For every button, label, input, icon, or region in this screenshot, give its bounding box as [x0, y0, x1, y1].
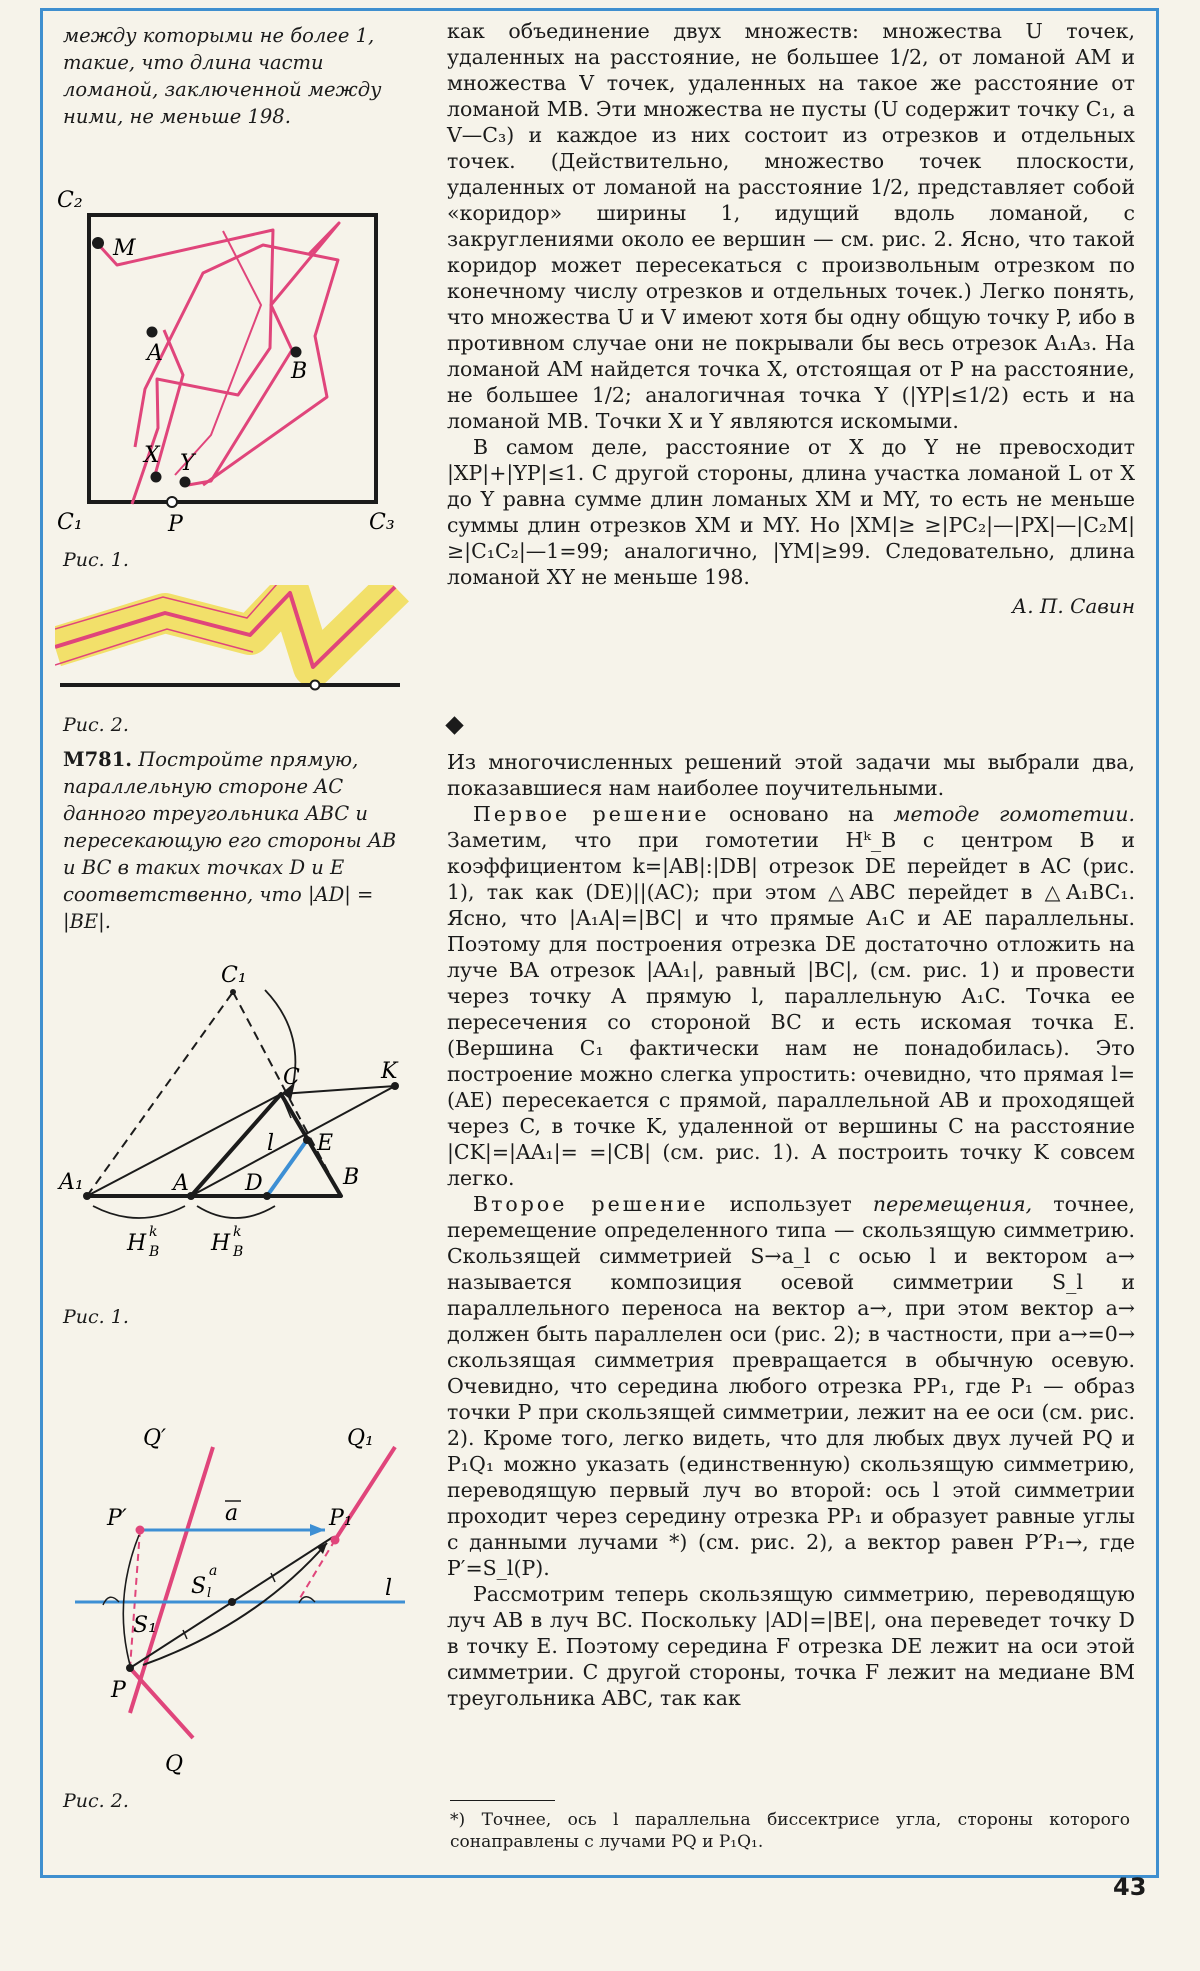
author-signature: А. П. Савин [1012, 594, 1135, 618]
fig4-label-l: l [385, 1576, 393, 1601]
right-para-6: Рассмотрим теперь скользящую симметрию, переводящую луч AB в луч BC. Поскольку |AD|=|BE|, она переведет точку D в точку E. Поэтому середина F отрезка DE лежит на оси этой симметрии. С другой стороны, точка F лежит на медиане BM треугольника ABC, так как [447, 1582, 1135, 1710]
fig4-label-s-sup: a [209, 1563, 218, 1579]
fig3-label-h1-sup: k [149, 1224, 158, 1240]
footnote: *) Точнее, ось l параллельна биссектрисе угла, стороны которого сонаправлены с лучами PQ и P₁Q₁. [450, 1810, 1130, 1852]
fig1-label-c3: C₃ [369, 510, 395, 535]
fig3-label-a1: A₁ [59, 1170, 84, 1195]
page-number: 43 [1113, 1873, 1147, 1901]
left-top-statement: между которыми не более 1, такие, что длина части ломаной, заключенной между ними, не меньше 198. [63, 24, 382, 128]
figure-corridor [55, 585, 410, 700]
fig4-label-q: Q [165, 1752, 184, 1775]
fig3-label-h1: H [127, 1231, 147, 1256]
right-para-3: Из многочисленных решений этой задачи мы выбрали два, показавшиеся нам наиболее поучительными. [447, 750, 1135, 800]
figure-square-polyline [55, 185, 410, 545]
fig3-label-h1-sub: B [149, 1244, 160, 1260]
fig3-label-a: A [173, 1171, 189, 1196]
fig3-label-e: E [317, 1131, 334, 1156]
fig3-label-h2-sub: B [233, 1244, 244, 1260]
problem-m781-block [63, 746, 408, 935]
right-column [447, 18, 1135, 618]
right-para-1: как объединение двух множеств: множества U точек, удаленных на расстояние, не большее 1/2, от ломаной AM и множества V точек, удаленных на такое же расстояние от ломаной MB. Эти множества не пусты (U содержит точку C₁, а V—C₃) и каждое из них состоит из отрезков и отдельных точек. (Действительно, множество точек плоскости, удаленных от ломаной на расстояние 1/2, представляет собой «коридор» ширины 1, идущий вдоль ломаной, с закруглениями около ее вершин — см. рис. 2. Ясно, что такой коридор может пересекаться с произвольным отрезком по конечному числу отрезков и отдельных точек.) Легко понять, что множества U и V имеют хотя бы одну общую точку P, ибо в противном случае они не покрывали бы весь отрезок A₁A₃. На ломаной AM найдется точка X, отстоящая от P на расстояние, не большее 1/2; аналогичная точка Y (|YP|≤1/2) есть и на ломаной MB. Точки X и Y являются искомыми. [447, 19, 1135, 433]
figure-glide-reflection [55, 1425, 415, 1775]
right-para-5-lead-line [447, 1191, 1135, 1581]
fig1-label-y: Y [180, 451, 195, 476]
fig1-label-b: B [291, 359, 308, 384]
right-para-2: В самом деле, расстояние от X до Y не превосходит |XP|+|YP|≤1. С другой стороны, длина участка ломаной L от X до Y равна сумме длин ломаных XM и MY, то есть не меньше суммы длин отрезков XM и MY. Но |XM|≥ ≥|PC₂|—|PX|—|C₂M|≥|C₁C₂|—1=99; аналогично, |YM|≥99. Следовательно, длина ломаной XY не меньше 198. [447, 435, 1135, 589]
second-solution-mid: использует [729, 1192, 852, 1216]
fig3-label-k: K [381, 1059, 398, 1084]
fig1-label-p: P [168, 512, 183, 537]
fig3-label-l: l [267, 1131, 275, 1156]
fig3-label-h2: H [211, 1231, 231, 1256]
fig2-caption: Рис. 2. [63, 714, 129, 736]
fig4-label-p-prime: P′ [107, 1506, 127, 1531]
fig1-caption: Рис. 1. [63, 549, 129, 571]
fig3-label-c: C [283, 1065, 300, 1090]
fig4-label-s1: S₁ [133, 1613, 157, 1638]
fig1-label-m: M [113, 236, 136, 261]
right-para-4-lead-line [447, 801, 1135, 1191]
fig3-caption: Рис. 1. [63, 1306, 129, 1328]
fig3-label-d: D [245, 1171, 263, 1196]
fig4-label-q1: Q₁ [347, 1426, 374, 1451]
fig3-label-b: B [343, 1165, 360, 1190]
right-para-4: Заметим, что при гомотетии Hᵏ_B с центром B и коэффициентом k=|AB|:|DB| отрезок DE перейдет в AC (рис. 1), так как (DE)||(AC); при этом △ABC перейдет в △A₁BC₁. Ясно, что |A₁A|=|BC| и что прямые A₁C и AE параллельны. Поэтому для построения отрезка DE достаточно отложить на луче BA отрезок |AA₁|, равный |BC|, (см. рис. 1) и провести через точку A прямую l, параллельную A₁C. Точка ее пересечения со стороной BC и есть искомая точка E. (Вершина C₁ фактически нам не понадобилась). Это построение можно слегка упростить: очевидно, что прямая l=(AE) пересекается с прямой, параллельной AB и проходящей через C, в точке K, удаленной от вершины C на расстояние |CK|=|AA₁|= =|CB| (см. рис. 1). А построить точку K совсем легко. [447, 828, 1135, 1190]
right-para-5: точнее, перемещение определенного типа — скользящую симметрию. Скользящей симметрией S→a_l с осью l и вектором a→ называется композиция осевой симметрии S_l и параллельного переноса на вектор a→, при этом вектор a→ должен быть параллелен оси (рис. 2); в частности, при a→=0→ скользящая симметрия превращается в обычную осевую. Очевидно, что середина любого отрезка PP₁, где P₁ — образ точки P при скользящей симметрии, лежит на ее оси (см. рис. 2). Кроме того, легко видеть, что для любых двух лучей PQ и P₁Q₁ можно указать (единственную) скользящую симметрию, переводящую первый луч во второй: ось l этой симметрии проходит через середину отрезка PP₁ и образует равные углы с данными лучами *) (см. рис. 2), а вектор равен P′P₁→, где P′=S_l(P). [447, 1192, 1135, 1580]
figure-triangle-homothety [55, 960, 415, 1260]
first-solution-lead: Первое решение [473, 802, 710, 826]
fig4-label-p: P [111, 1678, 126, 1703]
problem-text: Постройте прямую, параллельную стороне AC данного треугольника ABC и пересекающую его стороны AB и BC в таких точках D и E соответственно, что |AD| = |BE|. [63, 748, 397, 933]
fig1-label-c2: C₂ [57, 188, 83, 213]
fig4-label-p1: P₁ [329, 1506, 353, 1531]
fig4-caption: Рис. 2. [63, 1790, 129, 1812]
fig1-label-x: X [144, 443, 160, 468]
right-column-solutions [447, 749, 1135, 1711]
footnote-rule [450, 1800, 555, 1801]
fig4-label-q-prime: Q′ [143, 1426, 167, 1451]
fig3-label-h2-sup: k [233, 1224, 242, 1240]
problem-id: М781. [63, 748, 133, 771]
fig4-label-a-vector: a [225, 1501, 239, 1526]
first-solution-method: методе гомотетии. [893, 802, 1135, 826]
second-solution-lead: Второе решение [473, 1192, 709, 1216]
fig4-label-s-sub: l [207, 1586, 212, 1601]
first-solution-mid: основано на [729, 802, 874, 826]
second-solution-term: перемещения, [872, 1192, 1033, 1216]
fig4-label-s: S [191, 1574, 207, 1599]
fig1-label-c1: C₁ [57, 510, 83, 535]
left-top-statement-block [63, 22, 408, 130]
fig1-label-a: A [147, 341, 163, 366]
fig3-label-c1: C₁ [221, 963, 247, 988]
